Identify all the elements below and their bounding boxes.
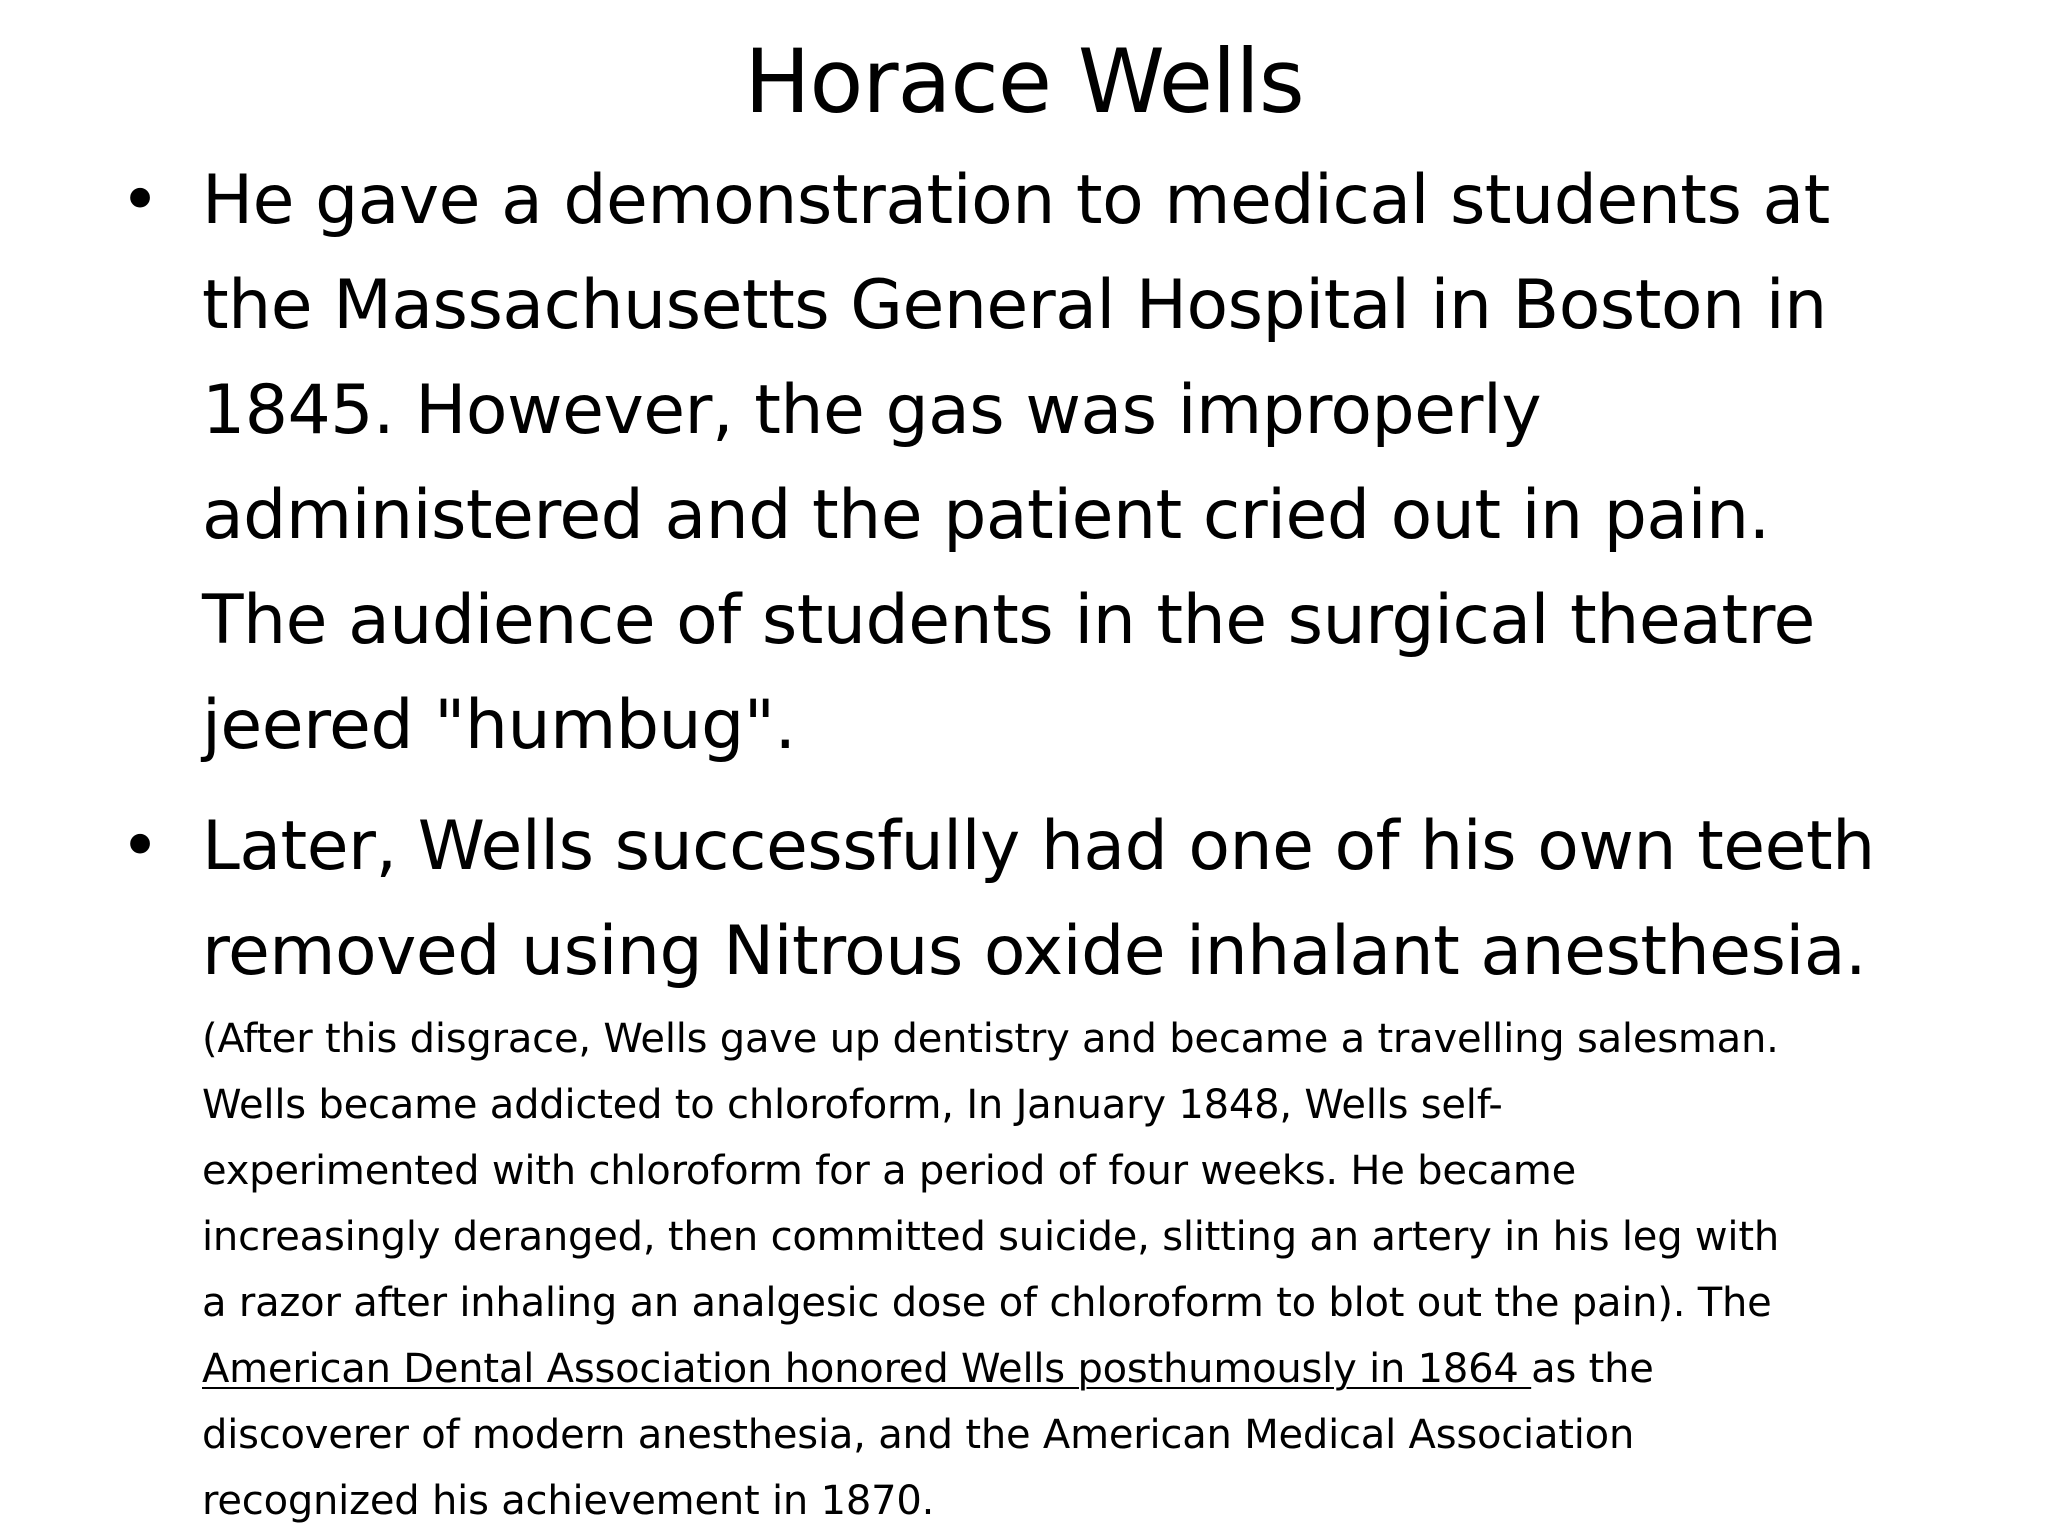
slide-title: Horace Wells — [744, 30, 1304, 133]
note-line: discoverer of modern anesthesia, and the American Medical Association — [202, 1412, 1635, 1458]
bullet-line: Later, Wells successfully had one of his own teeth — [202, 807, 1875, 886]
bullet-text — [202, 794, 1980, 1004]
note-line: experimented with chloroform for a period of four weeks. He became — [202, 1148, 1577, 1194]
bullet-line: administered and the patient cried out in pain. — [202, 476, 1770, 555]
note-line: increasingly deranged, then committed suicide, slitting an artery in his leg with — [202, 1214, 1779, 1260]
note-line-with-link — [202, 1336, 1980, 1402]
bullet-item-later — [120, 794, 1980, 1534]
note-line: (After this disgrace, Wells gave up dentistry and became a travelling salesman. — [202, 1016, 1779, 1062]
bullet-line: the Massachusetts General Hospital in Boston in — [202, 266, 1827, 345]
bullet-note — [202, 1006, 1980, 1534]
bullet-line: jeered "humbug". — [202, 686, 796, 765]
bullet-line: 1845. However, the gas was improperly — [202, 371, 1542, 450]
bullet-line: The audience of students in the surgical theatre — [202, 581, 1815, 660]
note-line: recognized his achievement in 1870. — [202, 1478, 935, 1524]
note-line: Wells became addicted to chloroform, In January 1848, Wells self- — [202, 1082, 1503, 1128]
underlined-text: American Dental Association honored Wells posthumously in 1864 — [202, 1346, 1532, 1392]
note-line: a razor after inhaling an analgesic dose of chloroform to blot out the pain). The — [202, 1280, 1772, 1326]
note-text: as the — [1531, 1346, 1654, 1392]
bullet-list — [120, 148, 1980, 1534]
bullet-icon: • — [120, 807, 161, 886]
bullet-line: removed using Nitrous oxide inhalant anesthesia. — [202, 912, 1867, 991]
bullet-icon: • — [120, 161, 161, 240]
bullet-text — [202, 148, 1980, 778]
bullet-item-demonstration — [120, 148, 1980, 778]
bullet-line: He gave a demonstration to medical students at — [202, 161, 1830, 240]
